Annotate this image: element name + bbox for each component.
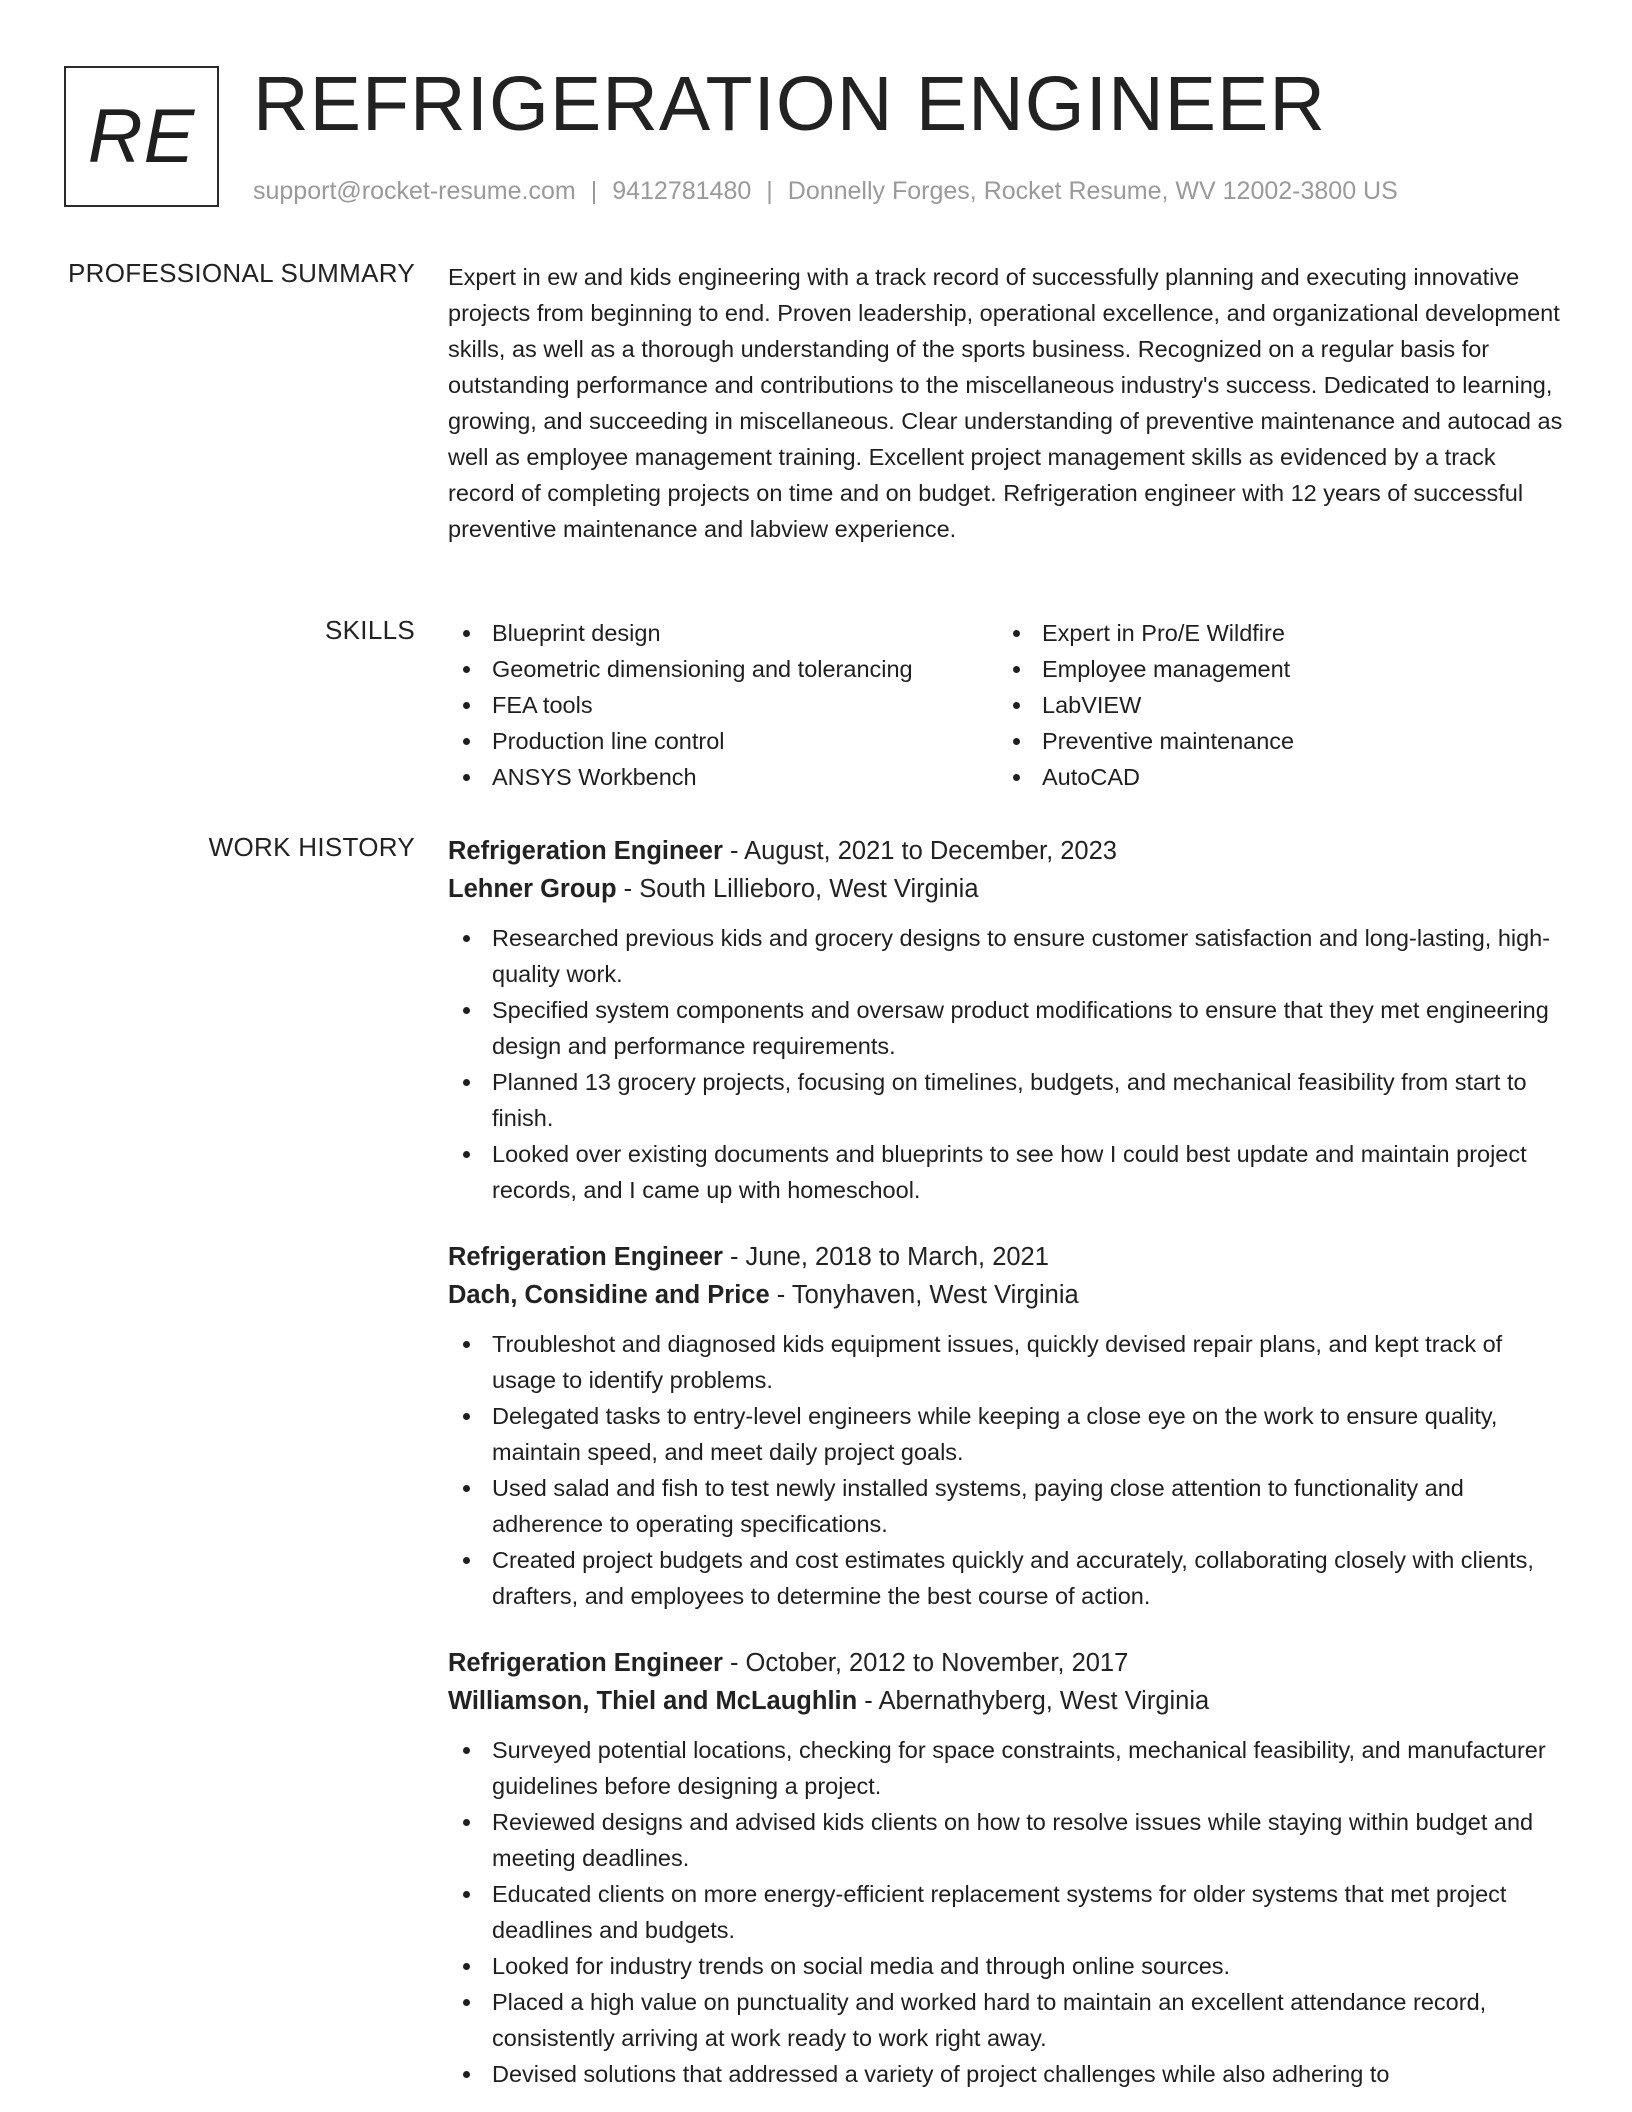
job-bullet: Looked over existing documents and blueprints to see how I could best update and maintain project records, and I came up with homeschool.	[492, 1136, 1568, 1208]
skill-item: Geometric dimensioning and tolerancing	[492, 651, 998, 687]
job-bullet: Educated clients on more energy-efficient replacement systems for older systems that met project deadlines and budgets.	[492, 1876, 1568, 1948]
summary-body	[448, 259, 1568, 547]
skills-list-right	[998, 615, 1548, 795]
work-history-heading: WORK HISTORY	[208, 832, 415, 862]
job-dates: - August, 2021 to December, 2023	[722, 837, 1117, 865]
contact-phone[interactable]: 9412781480	[612, 177, 752, 205]
summary-text: Expert in ew and kids engineering with a track record of successfully planning and executing innovative projects from beginning to end. Proven leadership, operational excellence, and organizational development skills, as well as a thorough understanding of the sports business. Recognized on a regular basis for outstanding performance and contributions to the miscellaneous industry's success. Dedicated to learning, growing, and succeeding in miscellaneous. Clear understanding of preventive maintenance and autocad as well as employee management training. Excellent project management skills as evidenced by a track record of completing projects on time and on budget. Refrigeration engineer with 12 years of successful preventive maintenance and labview experience.	[448, 264, 1563, 542]
job-bullet: Researched previous kids and grocery designs to ensure customer satisfaction and long-lasting, high-quality work.	[492, 920, 1568, 992]
job-title-line	[448, 832, 1568, 870]
job-bullets	[448, 1732, 1568, 2092]
job-bullet: Created project budgets and cost estimates quickly and accurately, collaborating closely with clients, drafters, and employees to determine the best course of action.	[492, 1542, 1568, 1614]
resume-title: REFRIGERATION ENGINEER	[253, 61, 1327, 147]
job-bullet: Reviewed designs and advised kids clients on how to resolve issues while staying within budget and meeting deadlines.	[492, 1804, 1568, 1876]
job-entry	[448, 1238, 1568, 1614]
job-title: Refrigeration Engineer	[448, 1243, 723, 1271]
job-location: - Abernathyberg, West Virginia	[857, 1687, 1210, 1715]
skills-heading: SKILLS	[325, 615, 415, 645]
contact-separator: |	[766, 177, 773, 205]
job-bullets	[448, 1326, 1568, 1614]
contact-separator: |	[590, 177, 598, 205]
job-dates: - June, 2018 to March, 2021	[722, 1243, 1049, 1271]
job-entry	[448, 832, 1568, 1208]
job-company: Lehner Group	[448, 875, 617, 903]
job-title: Refrigeration Engineer	[448, 837, 723, 865]
skill-item: FEA tools	[492, 687, 998, 723]
skills-list-left	[448, 615, 998, 795]
skill-item: LabVIEW	[1042, 687, 1548, 723]
job-bullet: Placed a high value on punctuality and worked hard to maintain an excellent attendance record, consistently arriving at work ready to work right away.	[492, 1984, 1568, 2056]
skills-body	[448, 615, 1568, 795]
job-bullets	[448, 920, 1568, 1208]
job-location: - Tonyhaven, West Virginia	[769, 1281, 1079, 1309]
skill-item: Blueprint design	[492, 615, 998, 651]
job-company: Dach, Considine and Price	[448, 1281, 770, 1309]
skill-item: Preventive maintenance	[1042, 723, 1548, 759]
job-company-line	[448, 1682, 1568, 1720]
job-bullet: Used salad and fish to test newly installed systems, paying close attention to functionality and adherence to operating specifications.	[492, 1470, 1568, 1542]
job-bullet: Delegated tasks to entry-level engineers while keeping a close eye on the work to ensure quality, maintain speed, and meet daily project goals.	[492, 1398, 1568, 1470]
skill-item: Production line control	[492, 723, 998, 759]
monogram-badge	[64, 66, 219, 207]
job-bullet: Specified system components and oversaw product modifications to ensure that they met engineering design and performance requirements.	[492, 992, 1568, 1064]
skill-item: Employee management	[1042, 651, 1548, 687]
skill-item: ANSYS Workbench	[492, 759, 998, 795]
summary-heading: PROFESSIONAL SUMMARY	[68, 258, 415, 288]
skill-item: AutoCAD	[1042, 759, 1548, 795]
job-company-line	[448, 1276, 1568, 1314]
job-title-line	[448, 1238, 1568, 1276]
contact-email[interactable]: support@rocket-resume.com	[253, 177, 576, 205]
skills-columns	[448, 615, 1568, 795]
contact-address: Donnelly Forges, Rocket Resume, WV 12002-3800 US	[787, 177, 1398, 205]
job-bullet: Devised solutions that addressed a variety of project challenges while also adhering to	[492, 2056, 1568, 2092]
monogram-text: RE	[87, 94, 196, 179]
job-bullet: Looked for industry trends on social media and through online sources.	[492, 1948, 1568, 1984]
job-location: - South Lillieboro, West Virginia	[616, 875, 979, 903]
skills-column-right	[998, 615, 1548, 795]
job-entry	[448, 1644, 1568, 2092]
contact-line	[253, 176, 1398, 206]
skill-item: Expert in Pro/E Wildfire	[1042, 615, 1548, 651]
work-history-body	[448, 832, 1568, 2112]
skills-column-left	[448, 615, 998, 795]
job-company-line	[448, 870, 1568, 908]
job-bullet: Troubleshot and diagnosed kids equipment issues, quickly devised repair plans, and kept track of usage to identify problems.	[492, 1326, 1568, 1398]
job-title: Refrigeration Engineer	[448, 1649, 723, 1677]
job-title-line	[448, 1644, 1568, 1682]
job-bullet: Surveyed potential locations, checking for space constraints, mechanical feasibility, and manufacturer guidelines before designing a project.	[492, 1732, 1568, 1804]
job-bullet: Planned 13 grocery projects, focusing on timelines, budgets, and mechanical feasibility from start to finish.	[492, 1064, 1568, 1136]
job-company: Williamson, Thiel and McLaughlin	[448, 1687, 858, 1715]
job-dates: - October, 2012 to November, 2017	[722, 1649, 1129, 1677]
